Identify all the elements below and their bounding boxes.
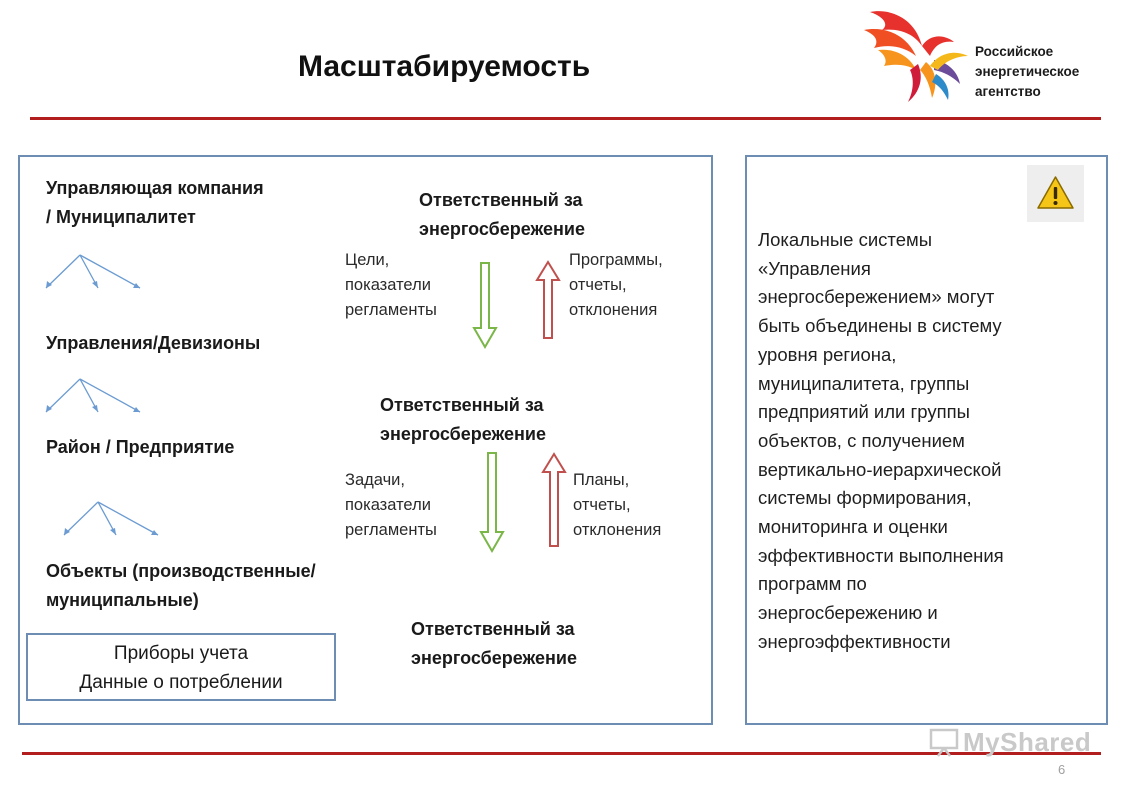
presentation-icon bbox=[928, 727, 962, 757]
tasks-label: Задачи, показатели регламенты bbox=[345, 471, 437, 539]
tree-branch-icon bbox=[58, 497, 168, 542]
tree-branch-icon bbox=[40, 374, 150, 419]
responsible-label-1: Ответственный за энергосбережение bbox=[419, 190, 585, 239]
up-arrow-icon bbox=[541, 452, 567, 548]
level-district-enterprise: Район / Предприятие bbox=[46, 437, 235, 457]
level-divisions: Управления/Девизионы bbox=[46, 333, 261, 353]
plans-label: Планы, отчеты, отклонения bbox=[573, 471, 662, 539]
down-arrow-icon bbox=[479, 452, 505, 554]
page-title: Масштабируемость bbox=[298, 50, 591, 83]
warning-icon-tile bbox=[1027, 165, 1084, 222]
meters-data-box: Приборы учета Данные о потреблении bbox=[26, 633, 336, 701]
responsible-label-2: Ответственный за энергосбережение bbox=[380, 395, 546, 444]
header-divider bbox=[30, 117, 1101, 120]
warning-icon bbox=[1027, 165, 1084, 222]
note-text: Локальные системы «Управления энергосбережением» могут быть объединены в систему уровня региона, муниципалитета, группы предприятий или группы объектов, с получением вертикально-иерархической системы формирования, мониторинга и оценки эффективности выполнения программ по энергосбережению и энергоэффективности bbox=[758, 229, 1004, 652]
programs-label: Программы, отчеты, отклонения bbox=[569, 251, 663, 319]
responsible-label-3: Ответственный за энергосбережение bbox=[411, 619, 577, 668]
goals-label: Цели, показатели регламенты bbox=[345, 251, 437, 319]
tree-branch-icon bbox=[40, 250, 150, 295]
down-arrow-icon bbox=[472, 262, 498, 350]
agency-logo-icon bbox=[860, 4, 975, 110]
watermark-text: MyShared bbox=[963, 727, 1092, 757]
org-name: Российское энергетическое агентство bbox=[975, 44, 1080, 99]
level-objects: Объекты (производственные/ муниципальные) bbox=[46, 561, 316, 610]
level-management-company: Управляющая компания / Муниципалитет bbox=[46, 178, 264, 227]
page-number: 6 bbox=[1058, 762, 1066, 777]
up-arrow-icon bbox=[535, 260, 561, 340]
